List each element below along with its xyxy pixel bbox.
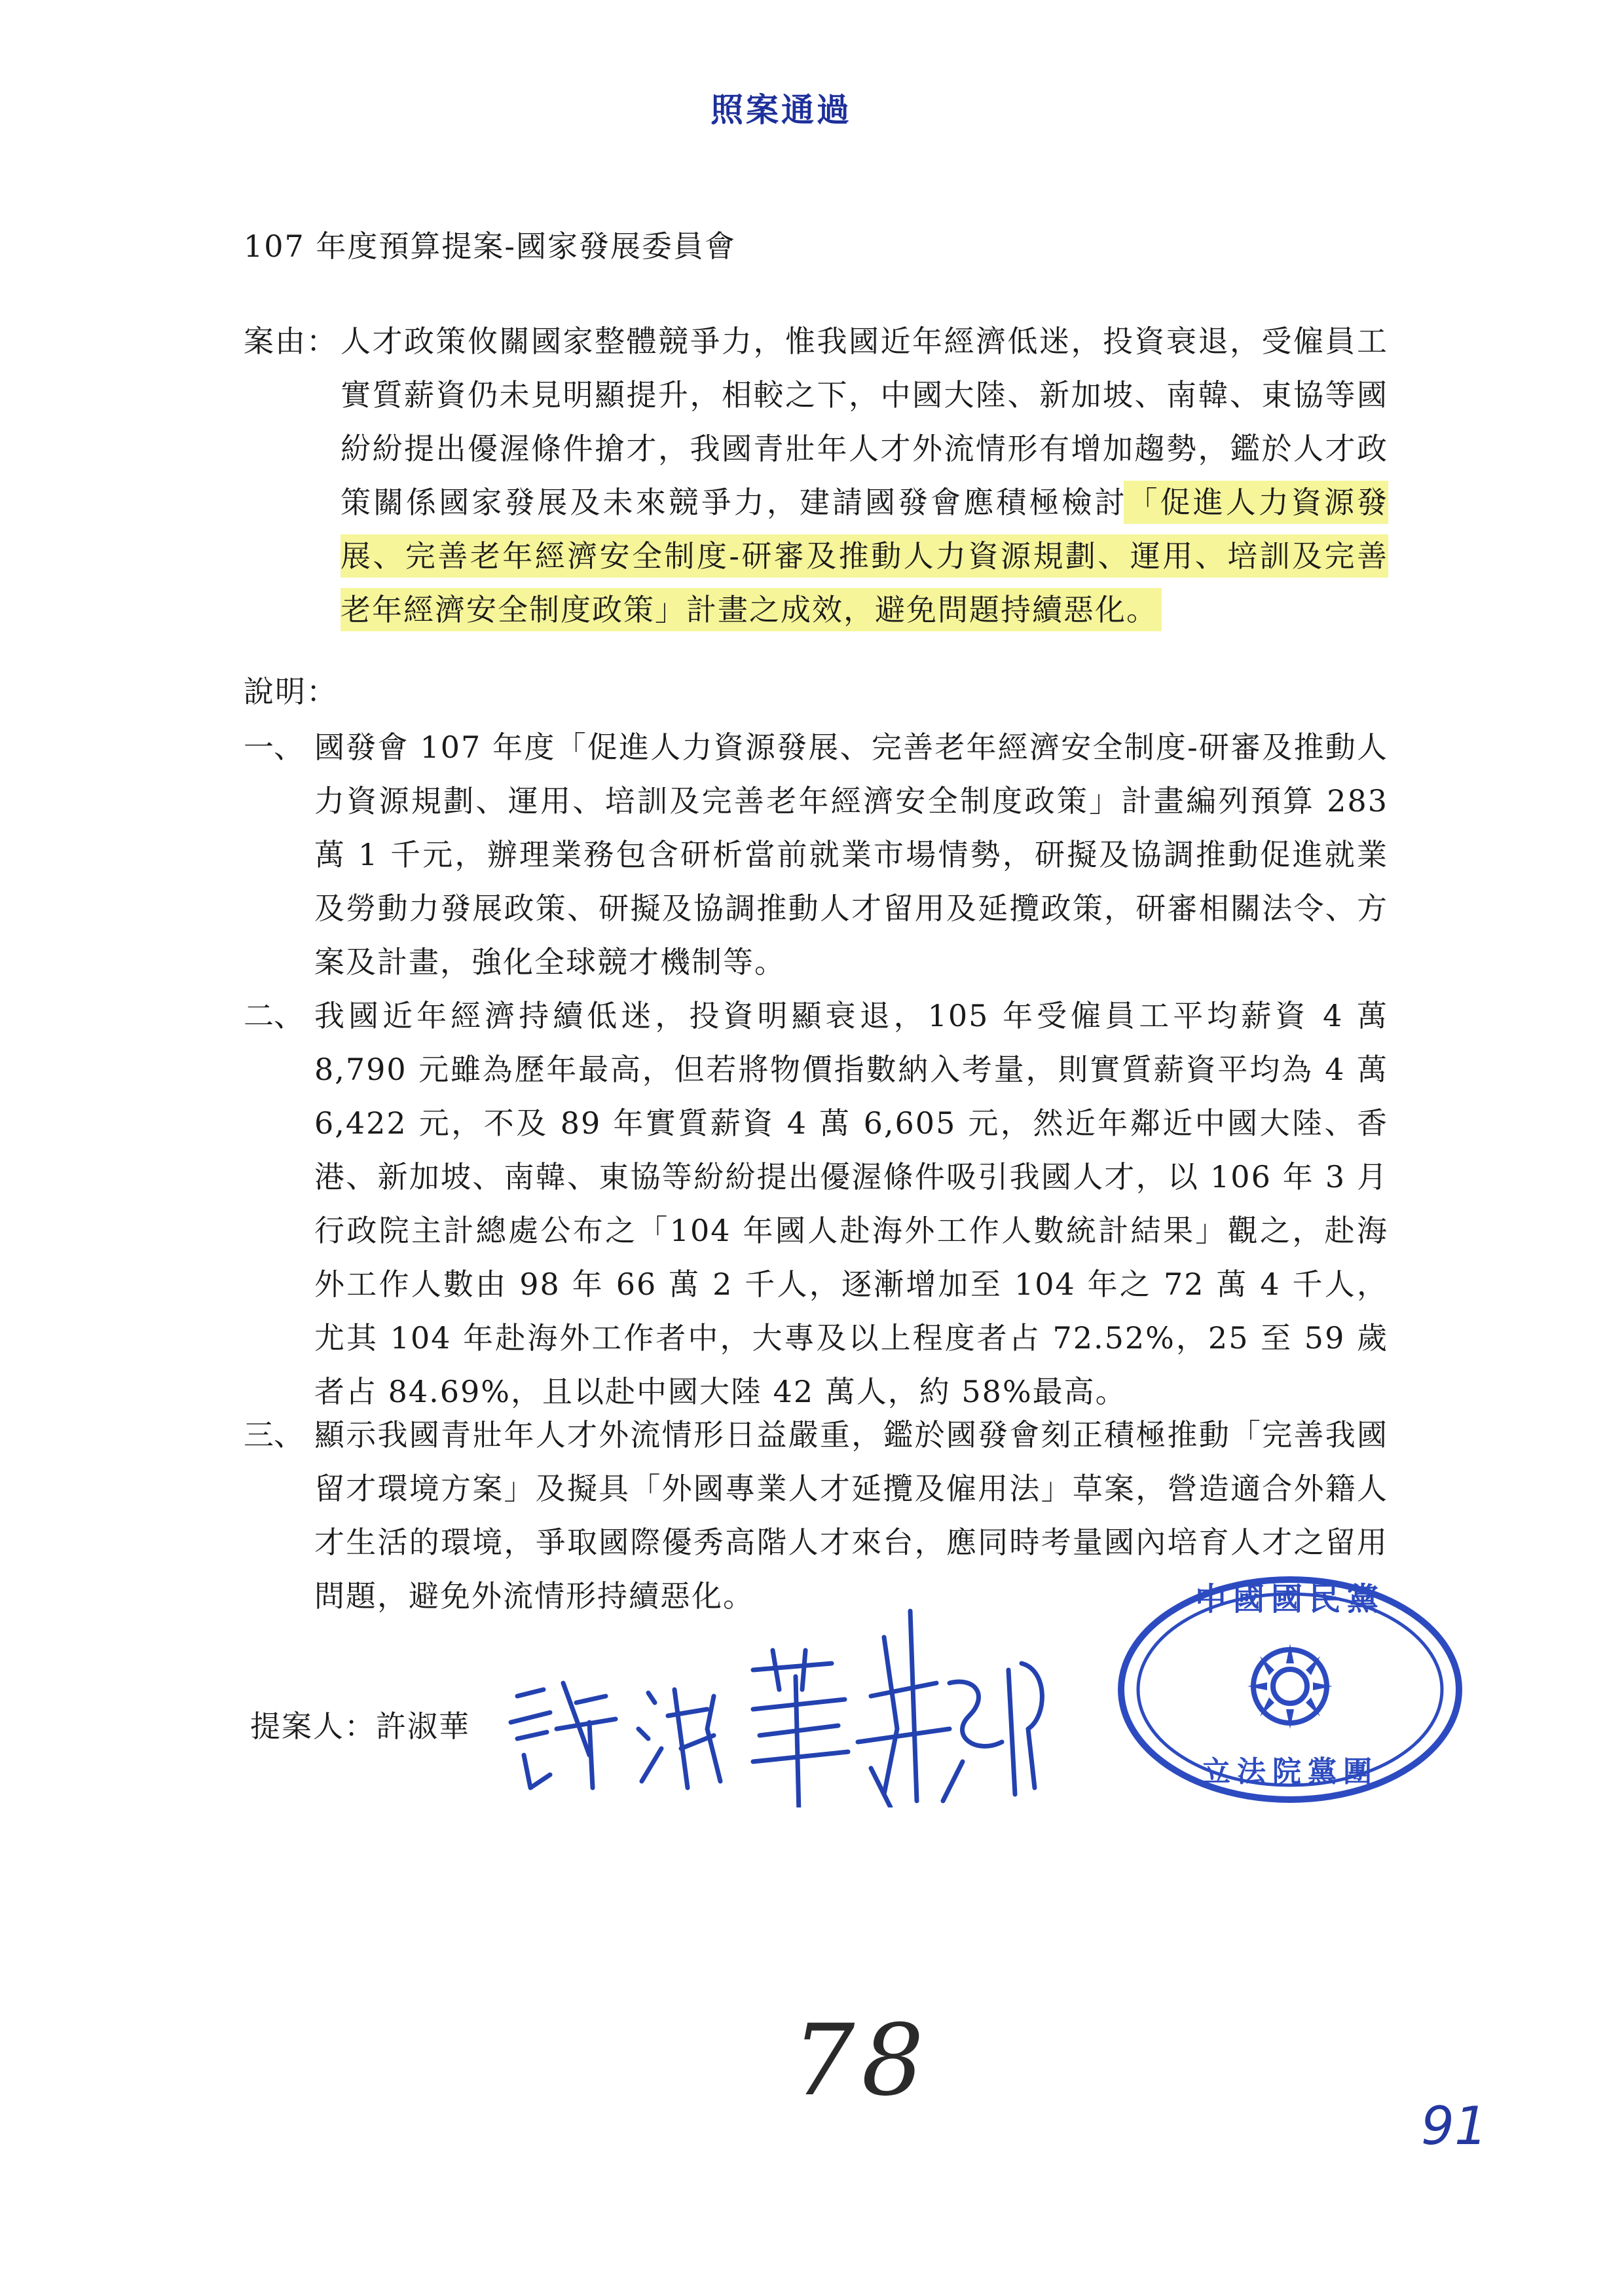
seal-text-top: 中國國民黨: [1194, 1581, 1386, 1618]
item-number: 二、: [244, 998, 304, 1033]
reason-text: 人才政策攸關國家整體競爭力，惟我國近年經濟低迷，投資衰退，受僱員工實質薪資仍未見明顯提升，相較之下，中國大陸、新加坡、南韓、東協等國紛紛提出優渥條件搶才，我國青壯年人才外流情形有增加趨勢，鑑於人才政策關係國家發展及未來競爭力，建請國發會應積極檢討: [341, 324, 1388, 520]
sequence-number: 91: [1421, 2096, 1488, 2157]
explanation-label: 說明：: [244, 674, 338, 709]
seal-text-bottom: 立法院黨團: [1202, 1755, 1378, 1788]
item-number: 三、: [244, 1417, 304, 1453]
proposal-title: 107 年度預算提案-國家發展委員會: [244, 229, 736, 264]
reason-highlight-text: 「促進人力資源發展、完善老年經濟安全制度-研審及推動人力資源規劃、運用、培訓及完善老年經濟安全制度政策」計畫之成效，避免問題持續惡化。: [341, 485, 1389, 627]
handwritten-signature: [491, 1598, 1054, 1810]
item-number: 一、: [244, 730, 304, 765]
reason-label: 案由：: [244, 324, 338, 359]
approved-stamp: 照案通過: [710, 91, 852, 129]
party-caucus-seal: [1113, 1572, 1467, 1810]
proposer-line: 提案人：許淑華: [250, 1709, 470, 1744]
page-number: 78: [792, 2004, 931, 2118]
item-text: 我國近年經濟持續低迷，投資明顯衰退，105 年受僱員工平均薪資 4 萬 8,790 元雖為歷年最高，但若將物價指數納入考量，則實質薪資平均為 4 萬 6,422 元，不及 89 年實質薪資 4 萬 6,605 元，然近年鄰近中國大陸、香港、新加坡、南韓、東協等紛紛提出優渥條件吸引我國人才，以 106 年 3 月行政院主計總處公布之「104 年國人赴海外工作人數統計結果」觀之，赴海外工作人數由 98 年 66 萬 2 千人，逐漸增加至 104 年之 72 萬 4 千人，尤其 104 年赴海外工作者中，大專及以上程度者占 72.52%，25 至 59 歲者占 84.69%，且以赴中國大陸 42 萬人，約 58%最高。: [314, 998, 1388, 1409]
item-text: 顯示我國青壯年人才外流情形日益嚴重，鑑於國發會刻正積極推動「完善我國留才環境方案」及擬具「外國專業人才延攬及僱用法」草案，營造適合外籍人才生活的環境，爭取國際優秀高階人才來台，應同時考量國內培育人才之留用問題，避免外流情形持續惡化。: [314, 1417, 1388, 1614]
reason-body: [341, 314, 1388, 637]
item-text: 國發會 107 年度「促進人力資源發展、完善老年經濟安全制度-研審及推動人力資源規劃、運用、培訓及完善老年經濟安全制度政策」計畫編列預算 283 萬 1 千元，辦理業務包含研析當前就業市場情勢，研擬及協調推動促進就業及勞動力發展政策、研擬及協調推動人才留用及延攬政策，研審相關法令、方案及計畫，強化全球競才機制等。: [314, 730, 1388, 980]
